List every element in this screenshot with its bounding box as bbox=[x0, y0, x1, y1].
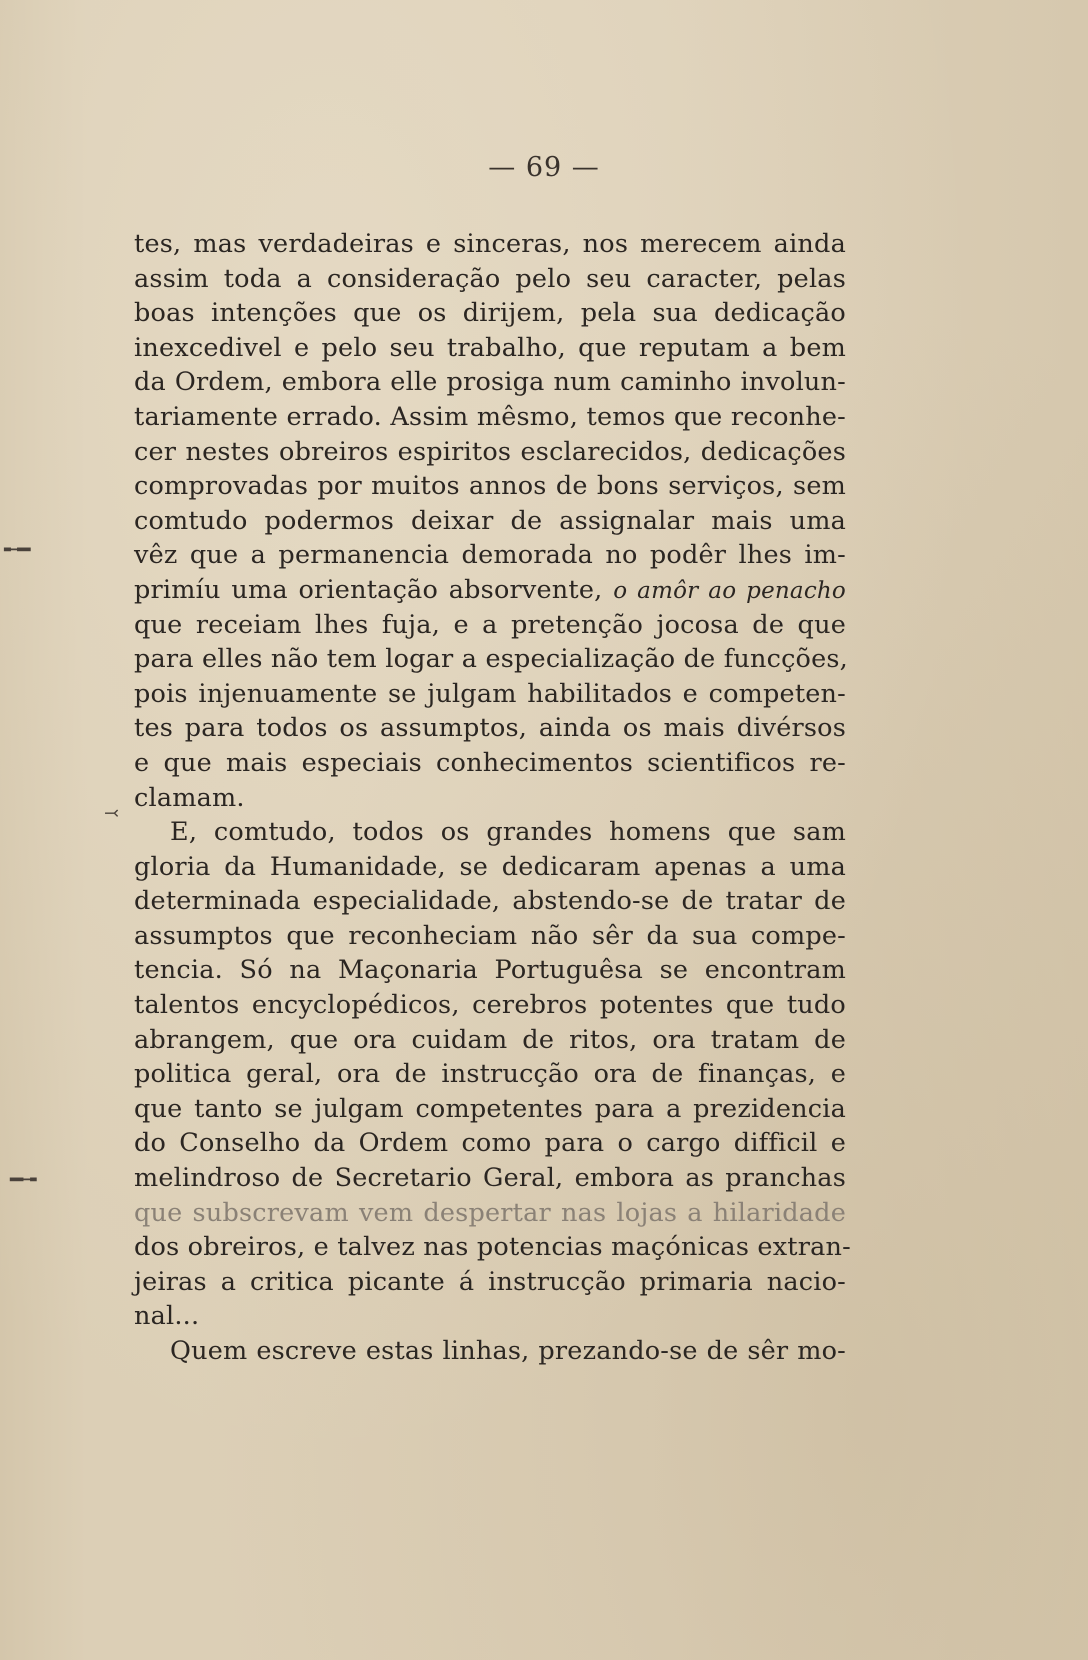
text-line: da Ordem, embora elle prosiga num caminho involun- bbox=[134, 367, 846, 398]
text-line: jeiras a critica picante á instrucção primaria nacio- bbox=[134, 1266, 846, 1297]
text-run: primíu uma orientação absorvente, bbox=[134, 574, 614, 605]
text-line: pois injenuamente se julgam habilitados e competen- bbox=[134, 678, 846, 709]
text-line: gloria da Humanidade, se dedicaram apenas a uma bbox=[134, 851, 846, 882]
bracket-mark-icon: ⤙ bbox=[104, 803, 120, 824]
text-line: E, comtudo, todos os grandes homens que sam bbox=[170, 817, 846, 848]
text-line: assumptos que reconheciam não sêr da sua compe- bbox=[134, 920, 846, 951]
text-line: que subscrevam vem despertar nas lojas a hilaridade bbox=[134, 1197, 846, 1228]
text-line bbox=[134, 573, 846, 608]
text-line: tariamente errado. Assim mêsmo, temos que reconhe- bbox=[134, 401, 846, 432]
text-line: comprovadas por muitos annos de bons serviços, sem bbox=[134, 471, 846, 502]
body-text bbox=[134, 227, 851, 1369]
italic-phrase: o amôr ao penacho bbox=[613, 577, 846, 604]
text-line: clamam. bbox=[134, 782, 245, 813]
text-line: que tanto se julgam competentes para a prezidencia bbox=[134, 1093, 846, 1124]
text-line: talentos encyclopédicos, cerebros potentes que tudo bbox=[134, 990, 846, 1021]
text-line: e que mais especiais conhecimentos scientificos re- bbox=[134, 747, 846, 778]
text-line: politica geral, ora de instrucção ora de finanças, e bbox=[134, 1059, 846, 1090]
text-line: melindroso de Secretario Geral, embora as pranchas bbox=[134, 1163, 846, 1194]
text-line: para elles não tem logar a especialização de funcções, bbox=[134, 644, 848, 675]
text-line: do Conselho da Ordem como para o cargo difficil e bbox=[134, 1128, 846, 1159]
text-line: abrangem, que ora cuidam de ritos, ora tratam de bbox=[134, 1024, 846, 1055]
text-line: assim toda a consideração pelo seu caracter, pelas bbox=[134, 263, 846, 294]
text-line: Quem escreve estas linhas, prezando-se de sêr mo- bbox=[170, 1336, 846, 1366]
text-line: comtudo podermos deixar de assignalar mais uma bbox=[134, 505, 846, 536]
text-line: inexcedivel e pelo seu trabalho, que reputam a bem bbox=[134, 332, 846, 363]
text-line: determinada especialidade, abstendo-se de tratar de bbox=[134, 886, 846, 917]
text-line: cer nestes obreiros espiritos esclarecidos, dedicações bbox=[134, 436, 846, 467]
text-line: dos obreiros, e talvez nas potencias maçónicas extran- bbox=[134, 1232, 851, 1263]
text-line: tencia. Só na Maçonaria Portuguêsa se encontram bbox=[134, 955, 846, 986]
text-line: tes para todos os assumptos, ainda os mais divérsos bbox=[134, 713, 846, 744]
text-line: que receiam lhes fuja, e a pretenção jocosa de que bbox=[134, 609, 846, 640]
margin-pencil-mark-icon: ╾━ bbox=[4, 538, 31, 563]
text-line: boas intenções que os dirijem, pela sua dedicação bbox=[134, 298, 846, 329]
margin-pencil-mark-icon: ━╼ bbox=[10, 1168, 37, 1193]
text-line: nal... bbox=[134, 1301, 200, 1332]
page-number: — 69 — bbox=[488, 152, 600, 183]
text-line: tes, mas verdadeiras e sinceras, nos merecem ainda bbox=[134, 229, 846, 259]
text-line: vêz que a permanencia demorada no podêr lhes im- bbox=[134, 540, 846, 571]
